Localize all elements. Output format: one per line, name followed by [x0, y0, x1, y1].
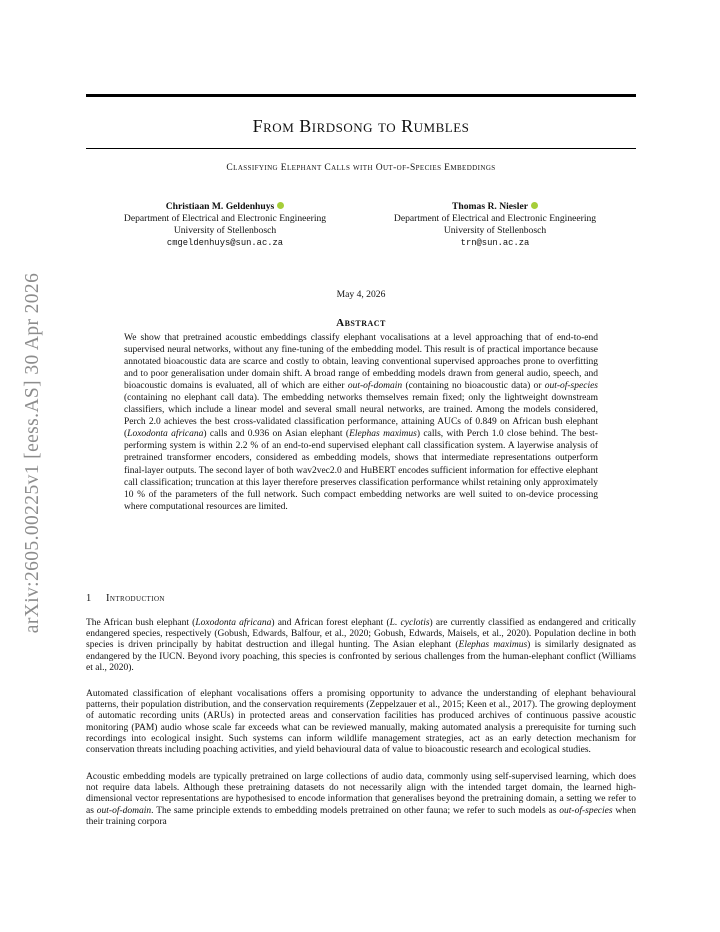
author-name: Christiaan M. Geldenhuys — [165, 201, 275, 212]
title-rule-bottom — [86, 148, 636, 149]
author-university: University of Stellenbosch — [443, 225, 547, 236]
author-department: Department of Electrical and Electronic Engineering — [393, 213, 597, 224]
author-email[interactable]: cmgeldenhuys@sun.ac.za — [166, 238, 284, 248]
author-block-2 — [360, 201, 630, 249]
title-rule-top — [86, 94, 636, 97]
author-department: Department of Electrical and Electronic Engineering — [123, 213, 327, 224]
orcid-icon[interactable] — [277, 202, 284, 209]
paper-subtitle: Classifying Elephant Calls with Out-of-Species Embeddings — [226, 163, 496, 173]
paper-date: May 4, 2026 — [336, 289, 386, 300]
section-number: 1 — [86, 593, 92, 604]
orcid-icon[interactable] — [531, 202, 538, 209]
abstract-text: We show that pretrained acoustic embeddings classify elephant vocalisations at a level approaching that of end-to-end supervised neural networks, without any fine-tuning of the embedding model. This result is of practical importance because annotated bioacoustic data are scarce and costly to obtain, leaving conventional supervised approaches prone to overfitting and to poor generalisation under domain shift. A broad range of embedding models drawn from general audio, speech, and bioacoustic domains is evaluated, all of which are either out-of-domain (containing no bioacoustic data) or out-of-species (containing no elephant call data). The embedding networks themselves remain fixed; only the lightweight downstream classifiers, which include a linear model and several small neural networks, are trained. Among the models considered, Perch 2.0 achieves the best cross-validated classification performance, attaining AUCs of 0.849 on African bush elephant (Loxodonta africana) calls and 0.936 on Asian elephant (Elephas maximus) calls, with Perch 1.0 close behind. The best-performing system is within 2.2 % of an end-to-end supervised elephant call classification system. A layerwise analysis of pretrained transformer encoders, considered as embedding models, shows that intermediate representations outperform final-layer outputs. The second layer of both wav2vec2.0 and HuBERT encodes sufficient information for effective elephant call classification; truncation at this layer therefore preserves classification performance whilst retaining only approximately 10 % of the parameters of the full network. Such compact embedding networks are well suited to on-device processing where computational resources are limited. — [124, 333, 598, 512]
paper-title: From Birdsong to Rumbles — [252, 116, 470, 136]
intro-paragraph-3: Acoustic embedding models are typically pretrained on large collections of audio data, commonly using self-supervised learning, which does not require data labels. Although these pretraining datasets do not necessarily align with the intended target domain, the learned high-dimensional vector representations are hypothesised to encode information that generalises beyond the pretraining domain, a setting we refer to as out-of-domain. The same principle extends to embedding models pretrained on other fauna; we refer to such models as out-of-species when their training corpora — [86, 772, 637, 827]
section-title: Introduction — [106, 593, 165, 604]
author-name: Thomas R. Niesler — [452, 201, 528, 212]
author-university: University of Stellenbosch — [173, 225, 277, 236]
abstract-heading: Abstract — [336, 317, 386, 329]
section-heading-introduction — [86, 593, 165, 604]
intro-paragraph-1: The African bush elephant (Loxodonta africana) and African forest elephant (L. cyclotis) are currently classified as endangered and critically endangered species, respectively (Gobush, Edwards, Balfour, et al., 2020; Gobush, Edwards, Maisels, et al., 2020). Population decline in both species is driven principally by habitat destruction and illegal hunting. The Asian elephant (Elephas maximus) is similarly designated as endangered by the IUCN. Beyond ivory poaching, this species is confronted by serious challenges from the human-elephant conflict (Williams et al., 2020). — [86, 618, 636, 673]
arxiv-identifier: arXiv:2605.00225v1 [eess.AS] 30 Apr 2026 — [22, 272, 43, 634]
author-block-1 — [90, 201, 360, 249]
author-email[interactable]: trn@sun.ac.za — [460, 238, 530, 248]
intro-paragraph-2: Automated classification of elephant vocalisations offers a promising opportunity to advance the understanding of elephant behavioural patterns, their population distribution, and the conservation requirements (Zeppelzauer et al., 2015; Keen et al., 2017). The growing deployment of automatic recording units (ARUs) in protected areas and conservation facilities has produced archives of continuous passive acoustic monitoring (PAM) audio whose scale far exceeds what can be reviewed manually, making automated analysis a prerequisite for turning such recordings into ecological insight. Such systems can inform wildlife management strategies, act as an early detection mechanism for conservation threats including poaching activities, and yield behavioural data of value to bioacoustic research and ecological studies. — [86, 689, 636, 756]
